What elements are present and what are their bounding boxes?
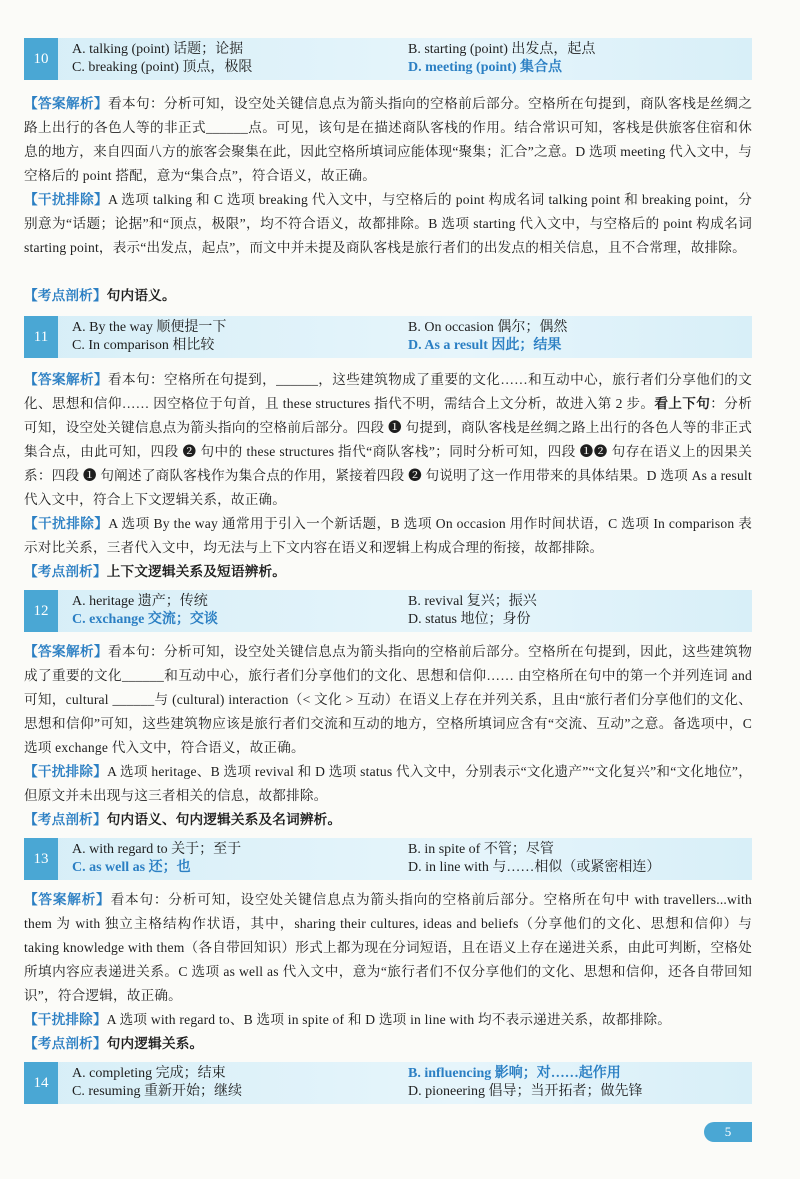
point-text: 上下文逻辑关系及短语辨析。	[106, 564, 287, 579]
analysis-tag: 【答案解析】	[24, 644, 109, 659]
analysis-tag: 【答案解析】	[24, 372, 109, 387]
question-10-options	[24, 38, 752, 80]
option-b: B. starting (point) 出发点，起点	[408, 42, 596, 57]
analysis-text: 看本句：分析可知，设空处关键信息点为箭头指向的空格前后部分。空格所在句提到，商队客栈是丝绸之路上出行的各色人等的非正式______点。可见，该句是在描述商队客栈的作用。结合常识可知，客栈是供旅客住宿和休息的地方，来自四面八方的旅客会聚集在此，因此空格所填词应能体现“聚集；汇合”之意。D 选项 meeting 代入文中，与空格后的 point 搭配，意为“集合点”，符合语义，故正确。	[24, 96, 752, 183]
option-a: A. completing 完成；结束	[72, 1066, 226, 1081]
distract-tag: 【干扰排除】	[24, 516, 109, 531]
question-13-options	[24, 838, 752, 880]
option-c: C. resuming 重新开始；继续	[72, 1084, 242, 1099]
question-14-options	[24, 1062, 752, 1104]
option-d-correct: D. meeting (point) 集合点	[408, 60, 562, 75]
question-11-options	[24, 316, 752, 358]
test-point	[24, 560, 752, 584]
analysis-step2-lead: 看上下句	[654, 396, 711, 411]
option-c-correct: C. as well as 还；也	[72, 860, 191, 875]
answer-analysis	[24, 368, 752, 512]
analysis-tag: 【答案解析】	[24, 892, 111, 907]
option-b: B. revival 复兴；振兴	[408, 594, 537, 609]
analysis-text: 看本句：空格所在句提到，______，这些建筑物成了重要的文化……和互动中心，旅行者们分享他们的文化、思想和信仰…… 因空格位于句首，且 these structures 指代不明，需结合上文分析，故进入第 2 步。	[24, 372, 752, 411]
question-number: 12	[24, 590, 58, 632]
answer-analysis	[24, 92, 752, 188]
option-a: A. talking (point) 话题；论据	[72, 42, 244, 57]
distractor-elimination	[24, 188, 752, 260]
point-text: 句内语义。	[106, 288, 176, 303]
distractor-elimination	[24, 512, 752, 560]
question-number: 11	[24, 316, 58, 358]
distract-tag: 【干扰排除】	[24, 192, 109, 207]
point-tag: 【考点剖析】	[24, 1036, 107, 1051]
option-a: A. By the way 顺便提一下	[72, 320, 227, 335]
distract-text: A 选项 heritage、B 选项 revival 和 D 选项 status 代入文中，分别表示“文化遗产”“文化复兴”和“文化地位”，但原文并未出现与这三者相关的信息，故都排除。	[24, 764, 753, 803]
option-b: B. On occasion 偶尔；偶然	[408, 320, 568, 335]
option-d: D. status 地位；身份	[408, 612, 531, 627]
option-a: A. heritage 遗产；传统	[72, 594, 208, 609]
distract-tag: 【干扰排除】	[24, 764, 108, 779]
test-point	[24, 808, 752, 832]
analysis-text: 看本句：分析可知，设空处关键信息点为箭头指向的空格前后部分。空格所在句中 with travellers...with them 为 with 独立主格结构作状语，其中，sharing their cultures, ideas and beliefs（分享他们的文化、思想和信仰）与 taking knowledge with them（各自带回知识）形式上都为现在分词短语，且在语义上存在递进关系，由此可判断，空格处所填内容应表递进关系。C 选项 as well as 代入文中，意为“旅行者们不仅分享他们的文化、思想和信仰，还各自带回知识”，符合逻辑，故正确。	[24, 892, 752, 1003]
distract-tag: 【干扰排除】	[24, 1012, 107, 1027]
question-number: 13	[24, 838, 58, 880]
point-tag: 【考点剖析】	[24, 812, 107, 827]
point-text: 句内语义、句内逻辑关系及名词辨析。	[106, 812, 342, 827]
option-d: D. in line with 与……相似（或紧密相连）	[408, 860, 661, 875]
distract-text: A 选项 By the way 通常用于引入一个新话题，B 选项 On occasion 用作时间状语，C 选项 In comparison 表示对比关系，三者代入文中，均无法与上下文内容在语义和逻辑上构成合理的衔接，故都排除。	[24, 516, 752, 555]
answer-analysis	[24, 640, 752, 760]
option-c: C. In comparison 相比较	[72, 338, 215, 353]
distract-text: A 选项 with regard to、B 选项 in spite of 和 D 选项 in line with 均不表示递进关系，故都排除。	[106, 1012, 672, 1027]
question-number: 10	[24, 38, 58, 80]
distract-text: A 选项 talking 和 C 选项 breaking 代入文中，与空格后的 point 构成名词 talking point 和 breaking point，分别意为“话题；论据”和“顶点，极限”，均不符合语义，故都排除。B 选项 starting 代入文中，与空格后的 point 构成名词 starting point，表示“出发点，起点”，而文中并未提及商队客栈是旅行者们的出发点的相关信息，且不合常理，故排除。	[24, 192, 752, 255]
answer-analysis	[24, 888, 752, 1008]
test-point	[24, 1032, 752, 1056]
question-12-options	[24, 590, 752, 632]
point-text: 句内逻辑关系。	[106, 1036, 204, 1051]
page-number: 5	[704, 1122, 752, 1142]
option-a: A. with regard to 关于；至于	[72, 842, 242, 857]
option-b-correct: B. influencing 影响；对……起作用	[408, 1066, 621, 1081]
option-c: C. breaking (point) 顶点，极限	[72, 60, 253, 75]
distractor-elimination	[24, 1008, 752, 1032]
analysis-tag: 【答案解析】	[24, 96, 109, 111]
option-d: D. pioneering 倡导；当开拓者；做先锋	[408, 1084, 643, 1099]
test-point	[24, 284, 752, 308]
analysis-step2-text: ：分析可知，设空处关键信息点为箭头指向的空格前后部分。四段 ❶ 句提到，商队客栈是丝绸之路上出行的各色人等的非正式集合点，由此可知，四段 ❷ 句中的 these structures 指代“商队客栈”；同时分析可知，四段 ❶❷ 句存在语义上的因果关系：四段 ❶ 句阐述了商队客栈作为集合点的作用，紧接着四段 ❷ 句说明了这一作用带来的具体结果。D 选项 As a result 代入文中，符合上下文逻辑关系，故正确。	[24, 396, 752, 507]
option-c-correct: C. exchange 交流；交谈	[72, 612, 218, 627]
analysis-text: 看本句：分析可知，设空处关键信息点为箭头指向的空格前后部分。空格所在句提到，因此，这些建筑物成了重要的文化______和互动中心，旅行者们分享他们的文化、思想和信仰…… 由空格所在句中的第一个并列连词 and 可知，cultural ______与 (cultural) interaction（< 文化 > 互动）在语义上存在并列关系，且由“旅行者们分享他们的文化、思想和信仰”可知，这些建筑物应该是旅行者们交流和互动的地方，空格所填词应含有“交流、互动”之意。备选项中，C 选项 exchange 代入文中，符合语义，故正确。	[24, 644, 752, 755]
question-number: 14	[24, 1062, 58, 1104]
option-d-correct: D. As a result 因此；结果	[408, 338, 562, 353]
option-b: B. in spite of 不管；尽管	[408, 842, 554, 857]
point-tag: 【考点剖析】	[24, 564, 107, 579]
point-tag: 【考点剖析】	[24, 288, 107, 303]
distractor-elimination	[24, 760, 752, 808]
